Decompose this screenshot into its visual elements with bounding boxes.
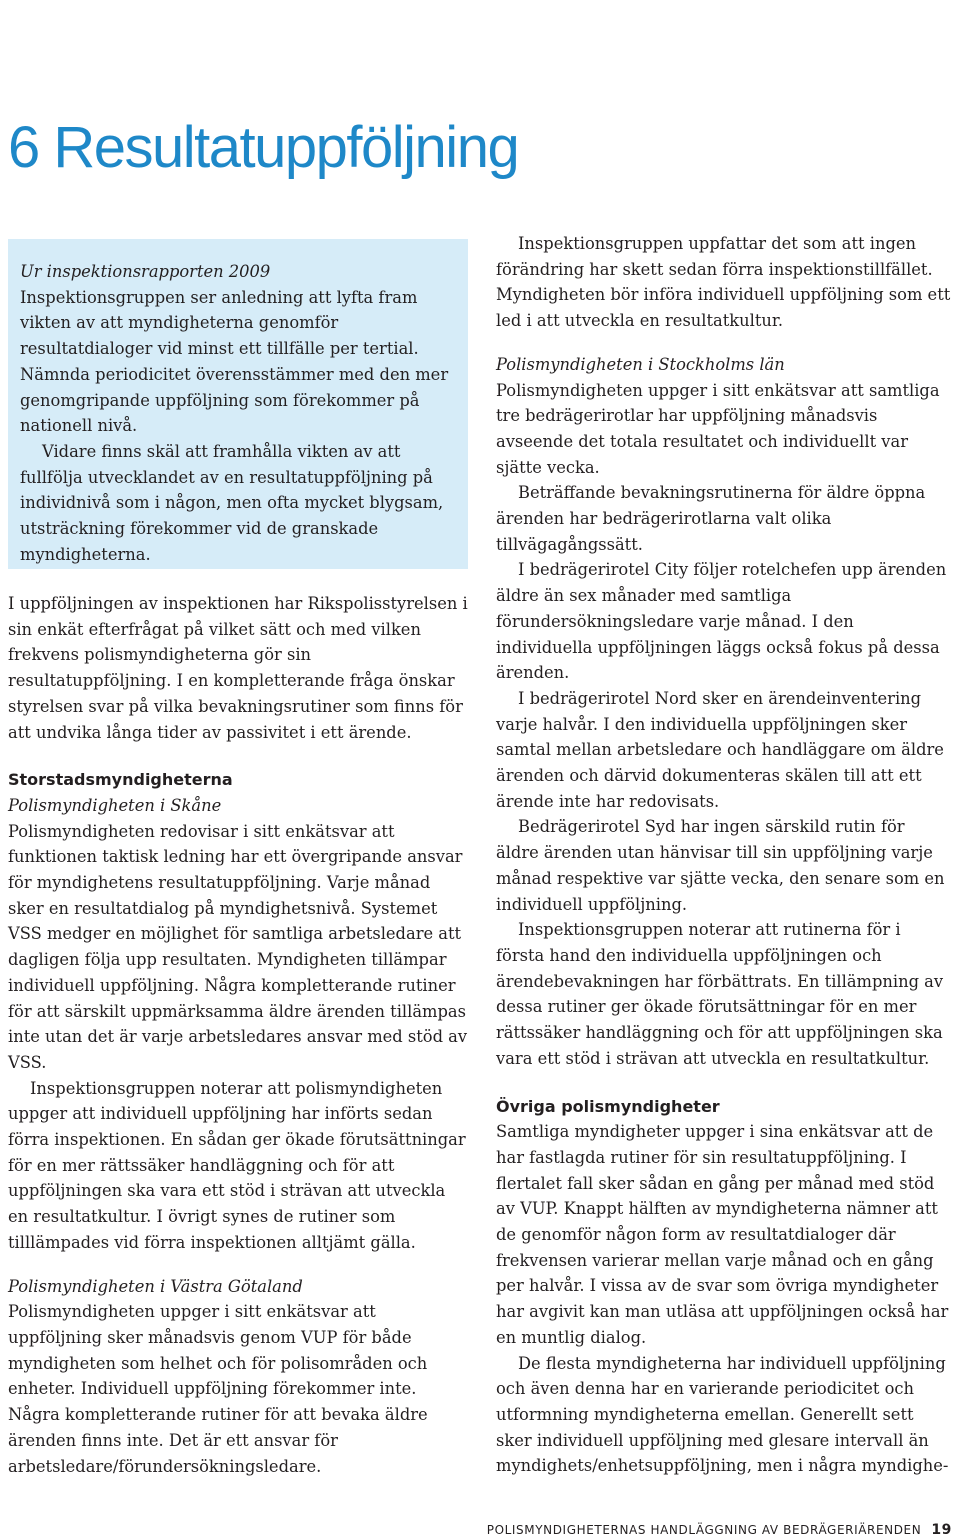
body-paragraph: Inspektionsgruppen noterar att polismyndigheten uppger att individuell uppföljning har införts sedan förra inspektionen. En sådan ger ökade förutsättningar för en mer rättssäker handläggning och för att uppföljningen ska vara ett stöd i strävan att utveckla en resultatkultur. I övrigt synes de rutiner som tilllämpades vid förra inspektionen alltjämt gälla. <box>8 1078 466 1252</box>
body-paragraph: Polismyndigheten redovisar i sitt enkätsvar att funktionen taktisk ledning har ett övergripande ansvar för myndighetens resultatuppföljning. Varje månad sker en resultatdialog på myndighetsnivå. Systemet VSS medger en möjlighet för samtliga arbetsledare att dagligen följa upp resultaten. Myndigheten tillämpar individuell uppföljning. Några kompletterande rutiner för att särskilt uppmärksamma äldre ärenden tillämpas inte utan det är varje arbetsledares ansvar med stöd av VSS. <box>8 821 468 1072</box>
page-footer <box>487 1522 952 1538</box>
subheading-stockholm: Polismyndigheten i Stockholms län <box>496 354 785 374</box>
body-paragraph: I bedrägerirotel Nord sker en ärendeinventering varje halvår. I den individuella uppföljningen sker samtal mellan arbetsledare och handläggare om äldre ärenden och därvid dokumenteras skälen till att ett ärende inte har redovisats. <box>496 688 944 811</box>
body-paragraph: Inspektionsgruppen uppfattar det som att ingen förändring har skett sedan förra inspektionstillfället. Myndigheten bör införa individuell uppföljning som ett led i att utveckla en resultatkultur. <box>496 234 951 331</box>
body-paragraph: De flesta myndigheterna har individuell uppföljning och även denna har en varierande periodicitet och utformning myndigheterna emellan. Generellt sett sker individuell uppföljning med glesare intervall än myndighets/enhetsuppföljning, men i några myndighe- <box>496 1353 949 1476</box>
page-number: 19 <box>931 1522 952 1538</box>
intro-paragraph: I uppföljningen av inspektionen har Rikspolisstyrelsen i sin enkät efterfrågat på vilket sätt och med vilken frekvens polismyndigheterna gör sin resultatuppföljning. I en kompletterande fråga önskar styrelsen svar på vilka bevakningsrutiner som finns för att undvika långa tider av passivitet i ett ärende. <box>8 594 468 742</box>
body-paragraph: Polismyndigheten uppger i sitt enkätsvar att uppföljning sker månadsvis genom VUP för både myndigheten som helhet och för polisområden och enheter. Individuell uppföljning förekommer inte. Några kompletterande rutiner för att bevaka äldre ärenden finns inte. Det är ett ansvar för arbetsledare/förundersökningsledare. <box>8 1302 428 1476</box>
callout-source: Ur inspektionsrapporten 2009 <box>20 262 271 281</box>
body-paragraph: Inspektionsgruppen noterar att rutinerna för i första hand den individuella uppföljningen och ärendebevakningen har förbättrats. En tillämpning av dessa rutiner ger ökade förutsättningar för en mer rättssäker handläggning och för att uppföljningen ska vara ett stöd i strävan att utveckla en resultatkultur. <box>496 920 944 1068</box>
body-paragraph: Samtliga myndigheter uppger i sina enkätsvar att de har fastlagda rutiner för sin resultatuppföljning. I flertalet fall sker sådan en gång per månad med stöd av VUP. Knappt hälften av myndigheterna nämner att de genomför någon form av resultatdialoger där frekvensen varierar mellan varje månad och en gång per halvår. I vissa av de svar som övriga myndigheter har avgivit kan man utläsa att uppföljningen också har en muntlig dialog. <box>496 1122 949 1347</box>
body-paragraph: Polismyndigheten uppger i sitt enkätsvar att samtliga tre bedrägerirotlar har uppföljning månadsvis avseende det totala resultatet och individuellt var sjätte vecka. <box>496 380 940 477</box>
body-paragraph: Bedrägerirotel Syd har ingen särskild rutin för äldre ärenden utan hänvisar till sin uppföljning varje månad respektive var sjätte vecka, den senare som en individuell uppföljning. <box>496 817 945 914</box>
running-title: POLISMYNDIGHETERNAS HANDLÄGGNING AV BEDRÄGERIÄRENDEN <box>486 1523 922 1537</box>
callout-paragraph: Vidare finns skäl att framhålla vikten av att fullfölja utvecklandet av en resultatuppföljning på individnivå som i någon, men ofta mycket blygsam, utsträckning förekommer vid de granskade myndigheterna. <box>20 441 444 564</box>
subheading-skane: Polismyndigheten i Skåne <box>8 795 222 815</box>
callout-paragraph: Inspektionsgruppen ser anledning att lyfta fram vikten av att myndigheterna genomför resultatdialoger vid minst ett tillfälle per tertial. Nämnda periodicitet överensstämmer med den mer genomgripande uppföljning som förekommer på nationell nivå. <box>20 287 449 436</box>
body-paragraph: Beträffande bevakningsrutinerna för äldre öppna ärenden har bedrägerirotlarna valt olika tillvägagångssätt. <box>496 483 926 554</box>
inspection-report-callout <box>8 239 468 569</box>
section-heading-storstad: Storstadsmyndigheterna <box>8 770 233 790</box>
body-paragraph: I bedrägerirotel City följer rotelchefen upp ärenden äldre än sex månader med samtliga förundersökningsledare varje månad. I den individuella uppföljningen läggs också fokus på dessa ärenden. <box>496 560 947 683</box>
right-column <box>496 231 952 1479</box>
section-heading-ovriga: Övriga polismyndigheter <box>496 1096 720 1116</box>
left-column <box>8 591 470 1479</box>
subheading-vastra-gotaland: Polismyndigheten i Västra Götaland <box>8 1276 303 1296</box>
chapter-title: 6 Resultatuppföljning <box>8 115 519 180</box>
